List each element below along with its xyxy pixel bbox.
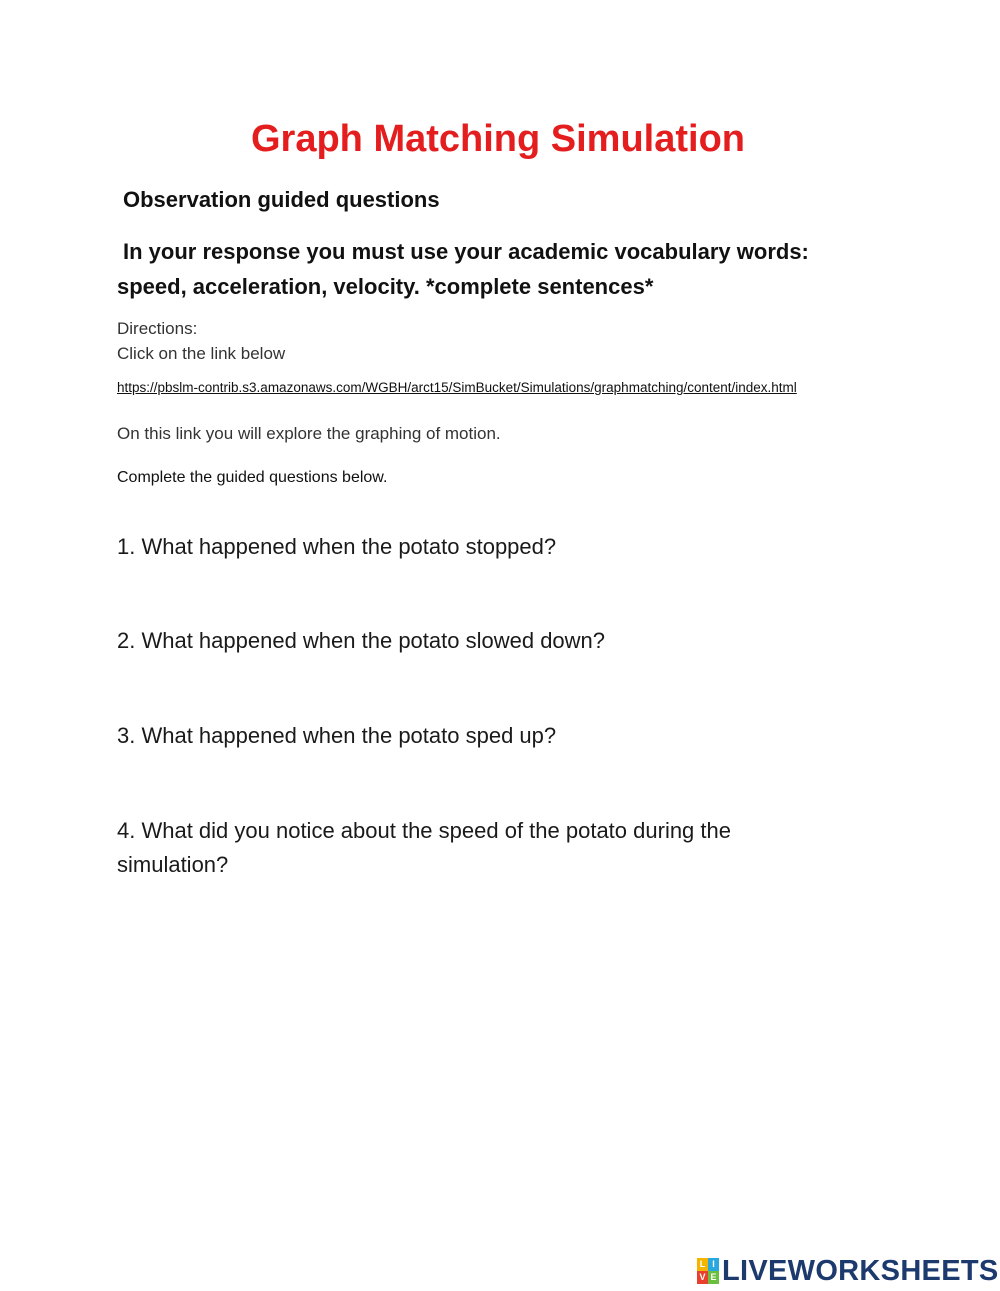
question-3: 3. What happened when the potato sped up? [117,723,557,748]
explore-text: On this link you will explore the graphing of motion. [117,424,501,443]
liveworksheets-logo [697,1253,999,1289]
instruction-line-1: In your response you must use your academic vocabulary words: [123,239,809,264]
liveworksheets-mark-icon: L I V E [697,1258,719,1284]
worksheet-subtitle: Observation guided questions [123,187,440,212]
directions-block [117,316,285,366]
question-4: 4. What did you notice about the speed of the potato during the simulation? [117,818,731,877]
question-2: 2. What happened when the potato slowed down? [117,628,606,653]
question-1: 1. What happened when the potato stopped? [117,534,557,559]
vocabulary-instruction [117,234,877,304]
instruction-line-2: speed, acceleration, velocity. *complete sentences* [117,274,654,299]
directions-label: Directions: [117,319,198,338]
directions-text: Click on the link below [117,344,286,363]
brand-name: LIVEWORKSHEETS [722,1254,999,1287]
simulation-link[interactable]: https://pbslm-contrib.s3.amazonaws.com/WGBH/arct15/SimBucket/Simulations/graphmatching/content/index.html [117,380,797,395]
complete-instruction: Complete the guided questions below. [117,469,388,486]
worksheet-title: Graph Matching Simulation [250,118,746,160]
